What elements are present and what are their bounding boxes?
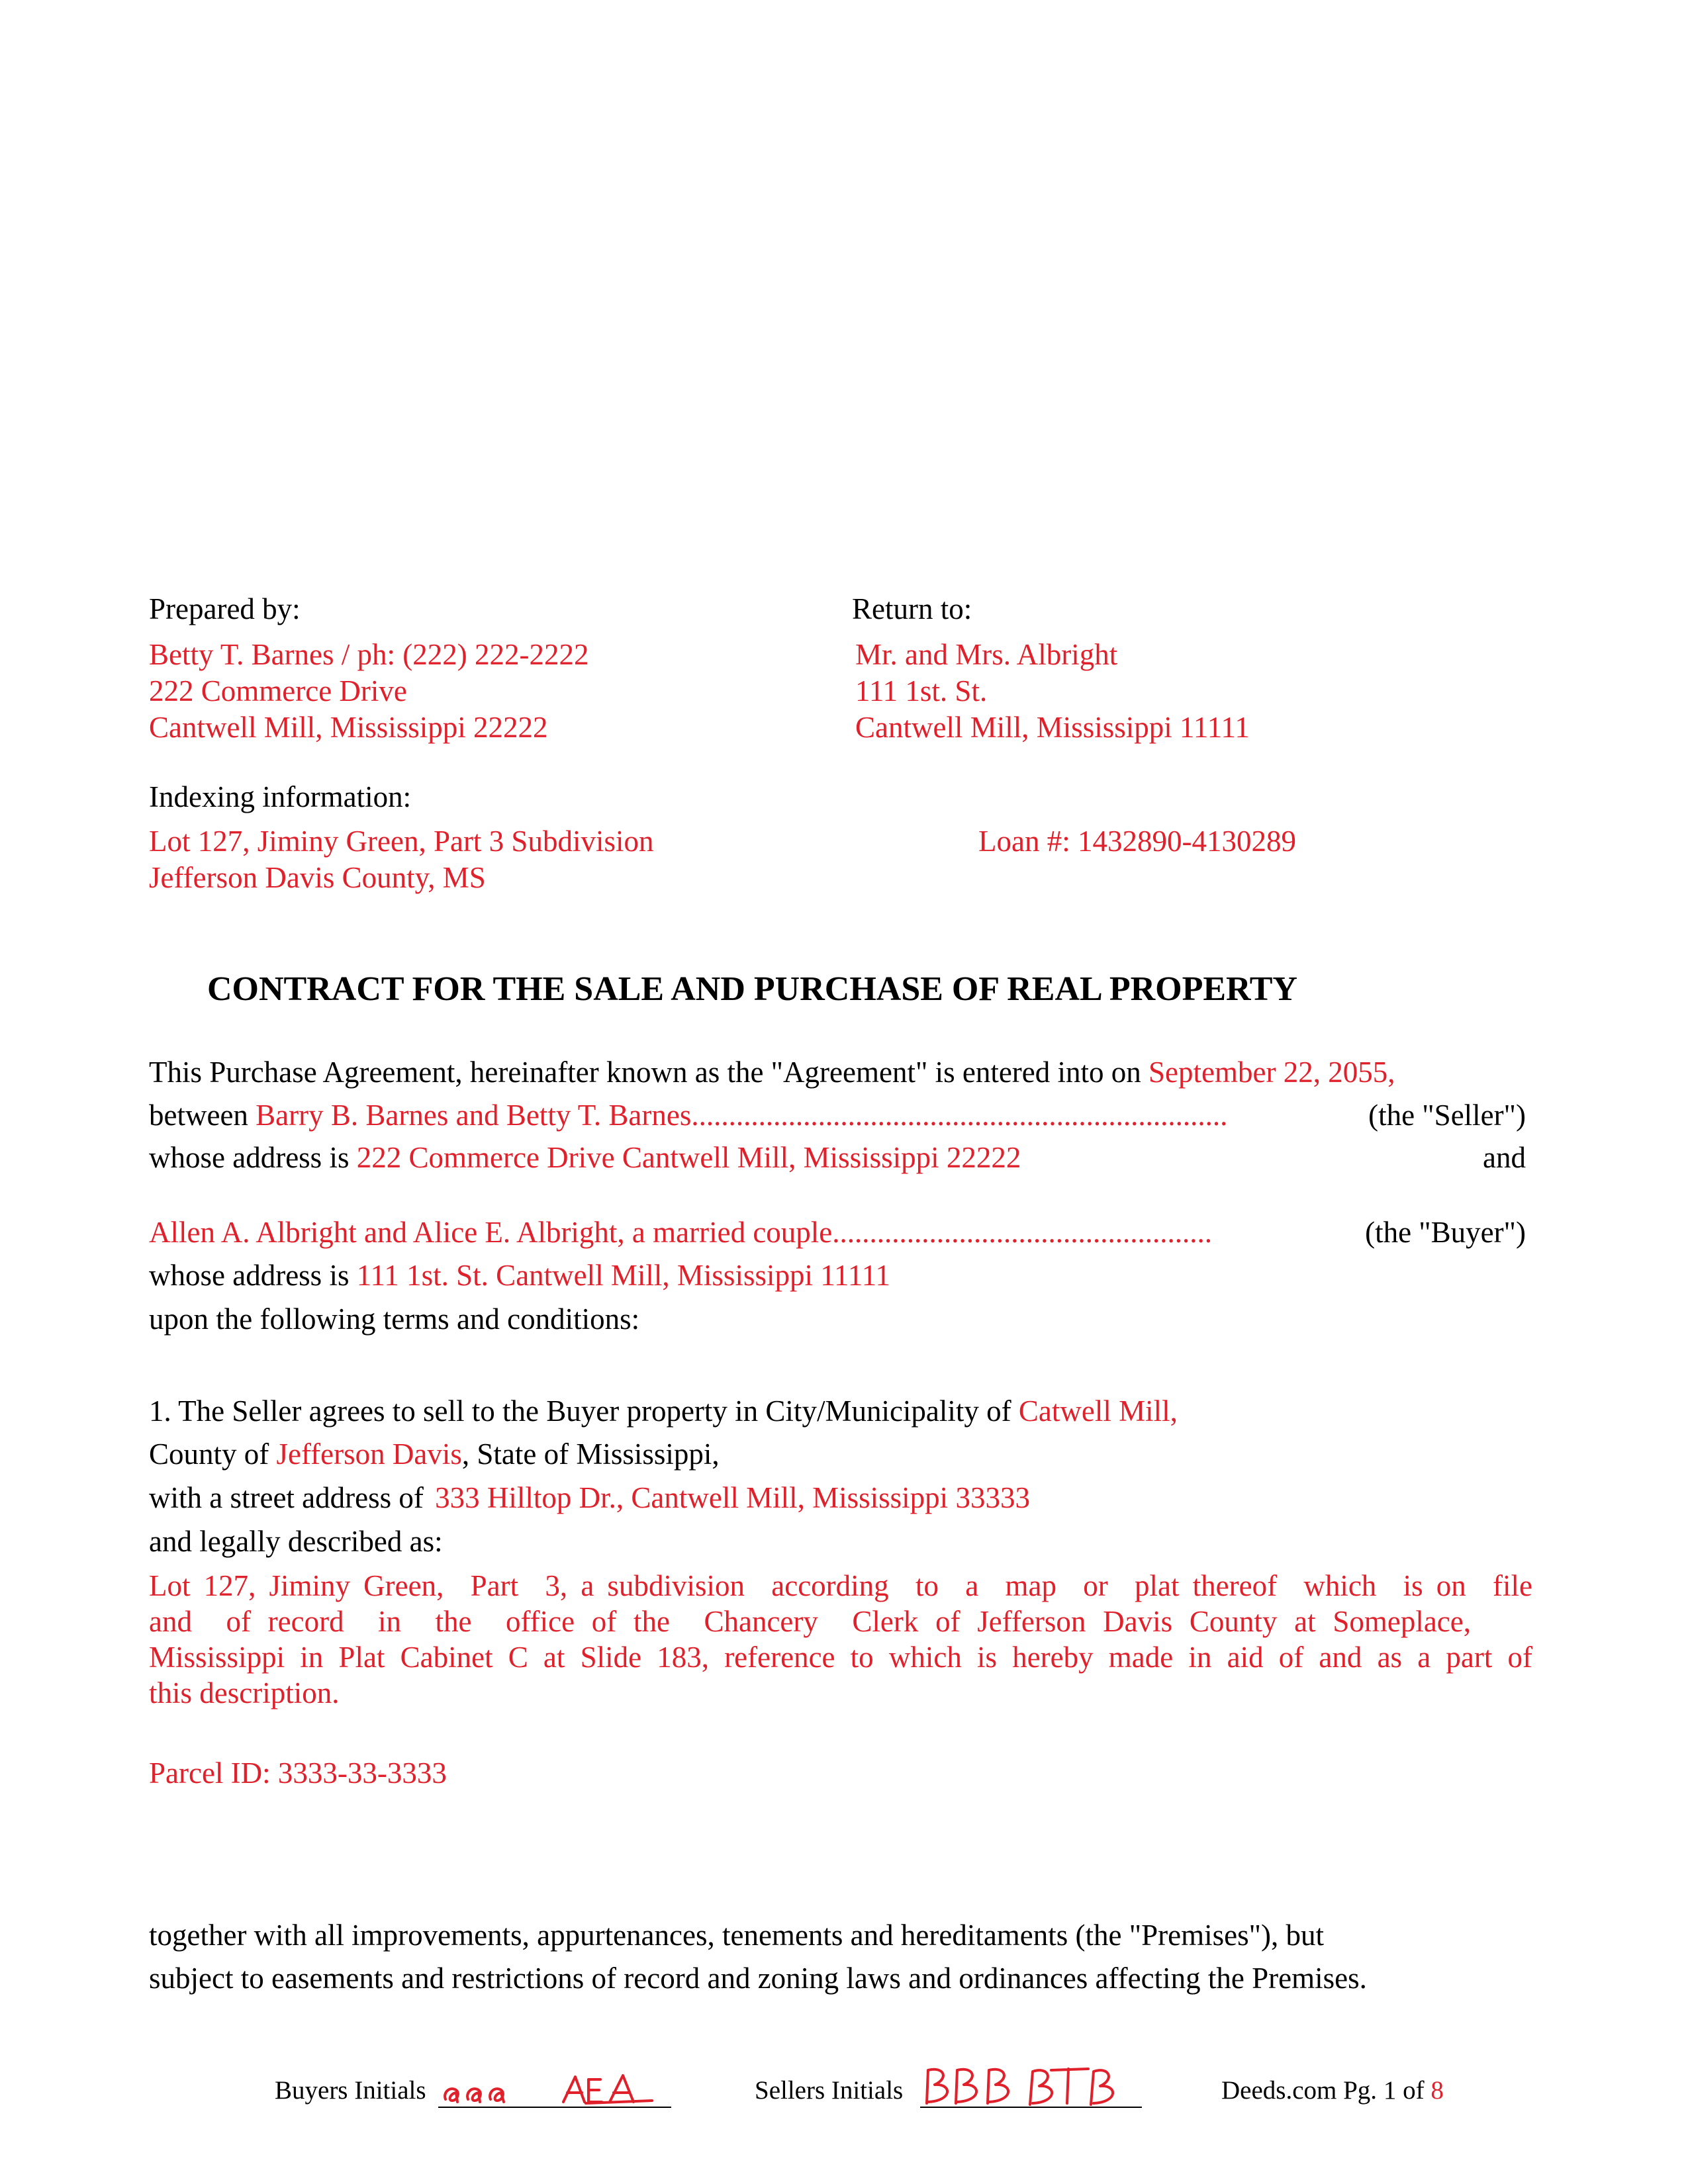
intro-line-4 (149, 1214, 1212, 1250)
return-to-street: 111 1st. St. (855, 674, 988, 707)
legal-line-4: this description. (149, 1676, 340, 1709)
buyers-initials-label: Buyers Initials (275, 2076, 426, 2105)
return-to-name: Mr. and Mrs. Albright (855, 638, 1118, 671)
and-label: and (1483, 1141, 1526, 1174)
section1-line-3 (149, 1480, 1030, 1516)
return-to-block (855, 637, 1250, 745)
page-number: 1 (1383, 2076, 1397, 2105)
indexing-lot: Lot 127, Jiminy Green, Part 3 Subdivision (149, 825, 654, 858)
loan-number: Loan #: 1432890-4130289 (978, 825, 1296, 858)
document-title: CONTRACT FOR THE SALE AND PURCHASE OF REAL PROPERTY (207, 970, 1297, 1008)
section1-line-2 (149, 1436, 720, 1472)
property-city: Catwell Mill, (1018, 1394, 1178, 1428)
page-label: Deeds.com Pg. (1221, 2076, 1378, 2105)
legal-description (149, 1568, 1532, 1711)
terms-line: upon the following terms and conditions: (149, 1302, 640, 1336)
page-indicator (1221, 2075, 1444, 2107)
seller-leader: ........................................................................ (691, 1099, 1228, 1132)
seller-initials-signature-1 (921, 2064, 1027, 2110)
indexing-block (149, 823, 653, 895)
section1-line-1 (149, 1393, 1178, 1429)
buyer-initials-signature-2 (559, 2070, 672, 2110)
buyer-whose-address-label: whose address is (149, 1259, 350, 1292)
prepared-by-name: Betty T. Barnes / ph: (222) 222-2222 (149, 638, 589, 671)
legal-line-2: and of record in the office of the Chancery Clerk of Jefferson Davis County at Someplace, (149, 1605, 1471, 1638)
buyer-address: 111 1st. St. Cantwell Mill, Mississippi 11111 (356, 1259, 891, 1292)
whose-address-label: whose address is (149, 1141, 350, 1174)
legal-line-1: Lot 127, Jiminy Green, Part 3, a subdivision according to a map or plat thereof which is on file (149, 1569, 1532, 1602)
legal-line-3: Mississippi in Plat Cabinet C at Slide 183, reference to which is hereby made in aid of and as a part of (149, 1641, 1532, 1674)
closing-line-1: together with all improvements, appurtenances, tenements and hereditaments (the "Premises"), but (149, 1919, 1324, 1952)
closing-line-2: subject to easements and restrictions of record and zoning laws and ordinances affecting the Premises. (149, 1962, 1367, 1995)
page-total: 8 (1430, 2076, 1444, 2105)
intro-text: This Purchase Agreement, hereinafter known as the "Agreement" is entered into on (149, 1056, 1141, 1089)
indexing-label: Indexing information: (149, 780, 412, 813)
section1-text: 1. The Seller agrees to sell to the Buyer property in City/Municipality of (149, 1394, 1011, 1428)
seller-tag: (the "Seller") (1368, 1099, 1526, 1132)
prepared-by-street: 222 Commerce Drive (149, 674, 407, 707)
indexing-county: Jefferson Davis County, MS (149, 861, 486, 894)
state-text: , State of Mississippi, (461, 1437, 720, 1471)
county-label: County of (149, 1437, 269, 1471)
intro-line-3 (149, 1140, 1021, 1175)
return-to-label: Return to: (852, 592, 972, 625)
buyer-names: Allen A. Albright and Alice E. Albright, a married couple (149, 1216, 833, 1249)
seller-initials-signature-2 (1025, 2064, 1137, 2110)
between-label: between (149, 1099, 248, 1132)
prepared-by-block (149, 637, 589, 745)
agreement-date: September 22, 2055, (1149, 1056, 1395, 1089)
intro-line-1 (149, 1054, 1395, 1090)
seller-names: Barry B. Barnes and Betty T. Barnes (256, 1099, 692, 1132)
sellers-initials-label: Sellers Initials (755, 2076, 904, 2105)
prepared-by-label: Prepared by: (149, 592, 301, 625)
property-street: 333 Hilltop Dr., Cantwell Mill, Mississippi 33333 (435, 1481, 1030, 1514)
buyer-leader: ................................................... (832, 1216, 1213, 1249)
prepared-by-city: Cantwell Mill, Mississippi 22222 (149, 711, 548, 744)
intro-line-2 (149, 1097, 1227, 1133)
property-county: Jefferson Davis (276, 1437, 462, 1471)
return-to-city: Cantwell Mill, Mississippi 11111 (855, 711, 1250, 744)
buyer-initials-signature-1 (440, 2070, 539, 2110)
parcel-id: Parcel ID: 3333-33-3333 (149, 1756, 447, 1790)
seller-address: 222 Commerce Drive Cantwell Mill, Mississippi 22222 (356, 1141, 1021, 1174)
buyer-tag: (the "Buyer") (1365, 1216, 1526, 1249)
legal-label: and legally described as: (149, 1525, 443, 1558)
page-of-label: of (1403, 2076, 1425, 2105)
street-label: with a street address of (149, 1481, 424, 1514)
intro-line-5 (149, 1257, 890, 1293)
